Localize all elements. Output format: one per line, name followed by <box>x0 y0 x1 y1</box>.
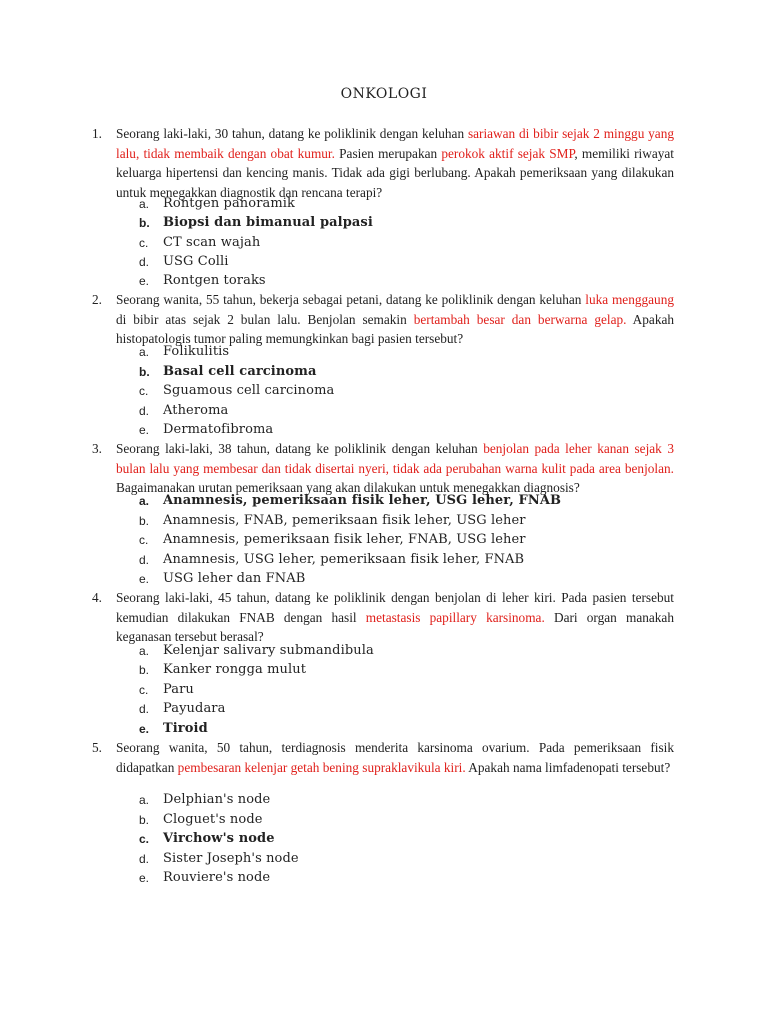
highlighted-keyword: benjolan pada leher kanan sejak 3 bulan lalu yang membesar dan tidak disertai nyeri, tidak ada perubahan warna kulit pada area benjolan. <box>116 441 674 476</box>
option-text: Kelenjar salivary submandibula <box>163 643 374 658</box>
option-letter: b. <box>139 813 150 827</box>
option-text: Kanker rongga mulut <box>163 662 307 677</box>
option-text: Rontgen panoramik <box>163 196 296 211</box>
option-text: Sister Joseph's node <box>163 851 299 866</box>
option-letter: b. <box>139 663 150 677</box>
question-number: 3. <box>92 441 102 456</box>
option-text: Folikulitis <box>163 344 230 359</box>
option-letter: d. <box>139 852 150 866</box>
option-text: Anamnesis, pemeriksaan fisik leher, FNAB, USG leher <box>163 532 526 547</box>
option-letter: e. <box>139 722 150 736</box>
highlighted-keyword: sariawan di bibir sejak 2 minggu yang lalu, tidak membaik dengan obat kumur. <box>116 126 675 161</box>
question-stem <box>116 588 674 647</box>
stem-text: Dari organ manakah keganasan tersebut berasal? <box>116 609 674 644</box>
stem-text: Seorang wanita, 50 tahun, terdiagnosis menderita karsinoma ovarium. Pada pemeriksaan fisik didapatkan <box>116 740 674 775</box>
question-stem <box>116 738 674 777</box>
question-stem <box>116 290 674 349</box>
option-letter: c. <box>139 384 149 398</box>
option-text: Paru <box>163 682 194 697</box>
option-text: Anamnesis, FNAB, pemeriksaan fisik leher, USG leher <box>163 513 526 528</box>
option-letter: b. <box>139 514 150 528</box>
option-letter: a. <box>139 793 150 807</box>
option-letter: d. <box>139 404 150 418</box>
option-letter: a. <box>139 644 150 658</box>
option-text: USG leher dan FNAB <box>163 571 306 586</box>
option-letter: c. <box>139 533 149 547</box>
stem-text: di bibir atas sejak 2 bulan lalu. Benjolan semakin <box>116 311 414 327</box>
option-text: Rontgen toraks <box>163 273 266 288</box>
stem-text: Apakah nama limfadenopati tersebut? <box>465 759 671 775</box>
question-1 <box>92 124 674 202</box>
page-title: ONKOLOGI <box>340 86 428 102</box>
option-text: Anamnesis, pemeriksaan fisik leher, USG leher, FNAB <box>163 493 562 508</box>
option-letter: e. <box>139 572 150 586</box>
stem-text: Seorang laki-laki, 30 tahun, datang ke poliklinik dengan keluhan <box>116 126 468 141</box>
option-letter: e. <box>139 871 150 885</box>
question-3 <box>92 439 674 498</box>
option-text: Basal cell carcinoma <box>163 364 317 379</box>
option-letter: b. <box>139 365 150 379</box>
question-number: 1. <box>92 126 102 141</box>
option-text: Payudara <box>163 701 226 716</box>
option-text: Sguamous cell carcinoma <box>163 383 335 398</box>
question-2 <box>92 290 674 349</box>
option-text: Rouviere's node <box>163 870 271 885</box>
stem-text: Bagaimanakan urutan pemeriksaan yang akan dilakukan untuk menegakkan diagnosis? <box>116 480 580 495</box>
option-letter: d. <box>139 702 150 716</box>
option-letter: a. <box>139 494 150 508</box>
option-text: CT scan wajah <box>163 235 261 250</box>
highlighted-keyword: luka menggaung <box>585 292 674 307</box>
question-number: 5. <box>92 740 102 755</box>
option-letter: e. <box>139 423 150 437</box>
question-number: 4. <box>92 590 102 605</box>
stem-text: Seorang laki-laki, 38 tahun, datang ke poliklinik dengan keluhan <box>116 441 484 456</box>
highlighted-keyword: metastasis papillary karsinoma. <box>365 609 545 625</box>
option-letter: a. <box>139 345 150 359</box>
stem-text: Apakah histopatologis tumor paling memungkinkan bagi pasien tersebut? <box>116 311 675 346</box>
option-text: Atheroma <box>163 403 229 418</box>
stem-text: Seorang wanita, 55 tahun, bekerja sebagai petani, datang ke poliklinik dengan keluhan <box>116 292 586 307</box>
question-5 <box>92 738 674 777</box>
option-text: Tiroid <box>163 721 208 736</box>
stem-text: , memiliki riwayat keluarga hipertensi dan kencing manis. Tidak ada gigi berlubang. Apakah pemeriksaan yang dilakukan untuk menegakkan diagnostik dan rencana terapi? <box>116 145 674 200</box>
question-4 <box>92 588 674 647</box>
option-text: Biopsi dan bimanual palpasi <box>163 215 373 230</box>
stem-text: Seorang laki-laki, 45 tahun, datang ke poliklinik dengan benjolan di leher kiri. Pada pasien tersebut kemudian dilakukan FNAB dengan hasil <box>116 590 674 625</box>
question-number: 2. <box>92 292 102 307</box>
option-text: Virchow's node <box>163 831 275 846</box>
question-stem <box>116 439 674 498</box>
option-letter: d. <box>139 255 150 269</box>
option-letter: e. <box>139 274 150 288</box>
option-text: Anamnesis, USG leher, pemeriksaan fisik leher, FNAB <box>163 552 525 567</box>
option-letter: b. <box>139 216 150 230</box>
option-text: USG Colli <box>163 254 229 269</box>
option-letter: d. <box>139 553 150 567</box>
highlighted-keyword: perokok aktif sejak SMP <box>441 145 575 161</box>
option-letter: c. <box>139 236 149 250</box>
highlighted-keyword: bertambah besar dan berwarna gelap. <box>413 311 627 327</box>
option-text: Delphian's node <box>163 792 271 807</box>
option-letter: c. <box>139 683 149 697</box>
question-stem <box>116 124 674 202</box>
highlighted-keyword: pembesaran kelenjar getah bening supraklavikula kiri. <box>177 759 466 775</box>
option-text: Cloguet's node <box>163 812 263 827</box>
option-letter: a. <box>139 197 150 211</box>
option-text: Dermatofibroma <box>163 422 274 437</box>
stem-text: Pasien merupakan <box>334 145 442 161</box>
option-letter: c. <box>139 832 150 846</box>
